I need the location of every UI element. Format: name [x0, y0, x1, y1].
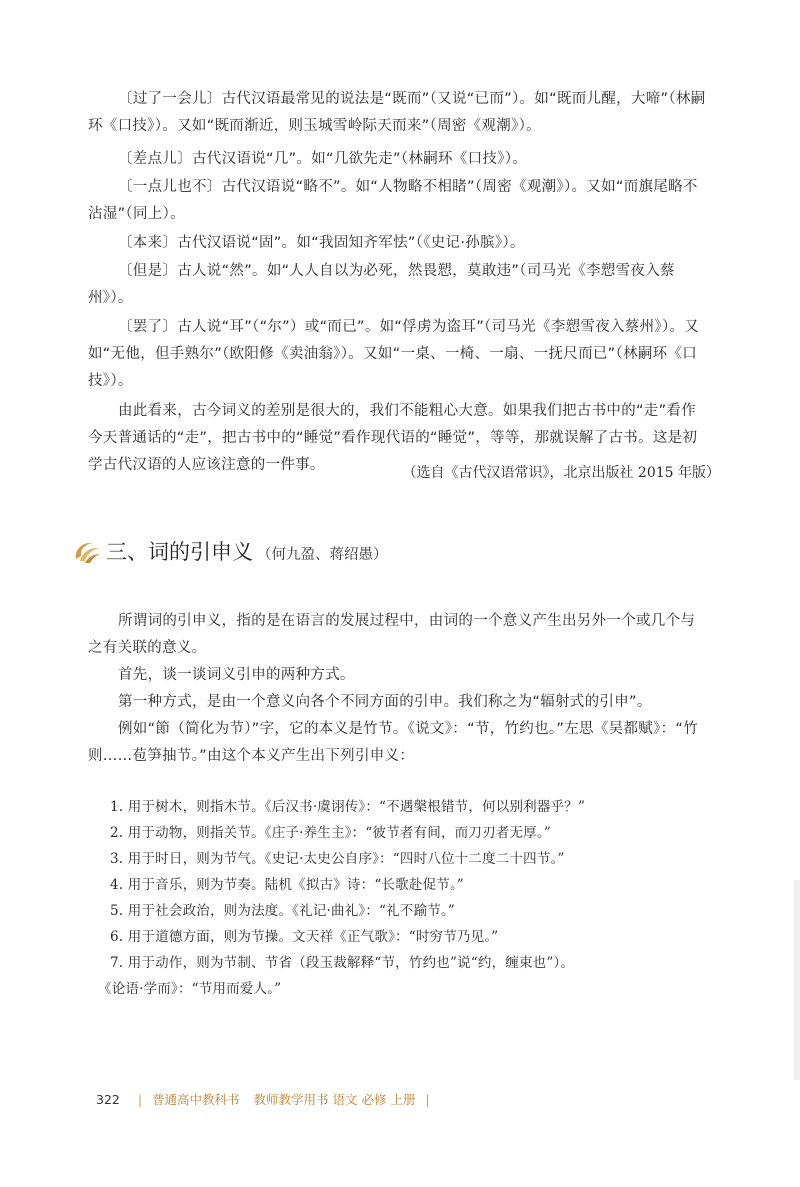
- page-number: 322: [96, 1092, 120, 1107]
- paragraph-conclusion: 由此看来，古今词义的差别是很大的，我们不能粗心大意。如果我们把古书中的“走”看作今天普通话的“走”，把古书中的“睡觉”看作现代语的“睡觉”，等等，那就误解了古书。这是初学古代汉语的人应该注意的一件事。: [88, 403, 698, 473]
- section-title: 三、词的引申义: [106, 540, 253, 564]
- paragraph-ba-le: 〔罢了〕古人说“耳”（“尔”）或“而已”。如“俘虏为盗耳”（司马光《李愬雪夜入蔡州》）。又如“无他，但手熟尔”（欧阳修《卖油翁》）。又如“一桌、一椅、一扇、一抚尺而已”（林嗣环《口技》）。: [88, 319, 700, 389]
- paragraph-first: 首先，谈一谈词义引申的两种方式。: [118, 667, 355, 683]
- paragraph-guo-le-yi-hui-er: 〔过了一会儿〕古代汉语最常见的说法是“既而”（又说“已而”）。如“既而儿醒，大啼”（林嗣环《口技》）。又如“既而渐近，则玉城雪岭际天而来”（周密《观潮》）。: [88, 91, 706, 134]
- paragraph-cha-dian-er: 〔差点儿〕古代汉语说“几”。如“几欲先走”（林嗣环《口技》）。: [118, 151, 528, 167]
- section-authors: （何九盈、蒋绍愚）: [257, 547, 388, 563]
- footer-divider-end: |: [425, 1092, 430, 1107]
- footer-book-subtitle: 教师教学用书 语文 必修 上册: [253, 1092, 416, 1107]
- paragraph-example-jie: 例如“節（简化为节）”字，它的本义是竹节。《说文》：“节，竹约也。”左思《吴都赋》：“竹则……苞笋抽节。”由这个本义产生出下列引申义：: [88, 721, 699, 764]
- scan-edge: [794, 880, 800, 1080]
- list-item: 4. 用于音乐，则为节奏。陆机《拟古》诗：“长歌赴促节。”: [110, 877, 465, 893]
- list-item: 5. 用于社会政治，则为法度。《礼记·曲礼》：“礼不踰节。”: [110, 903, 456, 919]
- paragraph-dan-shi: 〔但是〕古人说“然”。如“人人自以为必死，然畏愬，莫敢违”（司马光《李愬雪夜入蔡州》）。: [88, 263, 675, 306]
- footer-divider: |: [137, 1092, 143, 1107]
- swirl-icon: [72, 539, 102, 565]
- source-citation: （选自《古代汉语常识》，北京出版社 2015 年版）: [402, 465, 720, 481]
- section-heading: [72, 536, 712, 570]
- section-title-wrap: [106, 536, 388, 571]
- page-footer: [96, 1091, 436, 1109]
- paragraph-definition: 所谓词的引申义，指的是在语言的发展过程中，由词的一个意义产生出另外一个或几个与之有关联的意义。: [88, 613, 696, 656]
- footer-book-title: 普通高中教科书: [152, 1092, 240, 1107]
- paragraph-ben-lai: 〔本来〕古代汉语说“固”。如“我固知齐军怯”（《史记·孙膑》）。: [118, 235, 525, 251]
- list-item: 2. 用于动物，则指关节。《庄子·养生主》：“彼节者有间，而刀刃者无厚。”: [110, 825, 551, 841]
- list-item: 1. 用于树木，则指木节。《后汉书·虞诩传》：“不遇槃根错节，何以别利器乎？”: [110, 799, 586, 815]
- paragraph-yi-dian-er-ye-bu: 〔一点儿也不〕古代汉语说“略不”。如“人物略不相睹”（周密《观潮》）。又如“而旗尾略不沾湿”（同上）。: [88, 179, 698, 222]
- paragraph-radiating: 第一种方式，是由一个意义向各个不同方面的引申。我们称之为“辐射式的引申”。: [118, 694, 652, 710]
- list-item: 3. 用于时日，则为节气。《史记·太史公自序》：“四时八位十二度二十四节。”: [110, 851, 565, 867]
- list-item: 6. 用于道德方面，则为节操。文天祥《正气歌》：“时穷节乃见。”: [110, 929, 499, 945]
- list-item: 7. 用于动作，则为节制、节省（段玉裁解释“节，竹约也”说“约，缠束也”）。: [110, 955, 575, 971]
- meaning-list: [98, 794, 720, 1002]
- list-item-continuation: 《论语·学而》：“节用而爱人。”: [98, 981, 282, 997]
